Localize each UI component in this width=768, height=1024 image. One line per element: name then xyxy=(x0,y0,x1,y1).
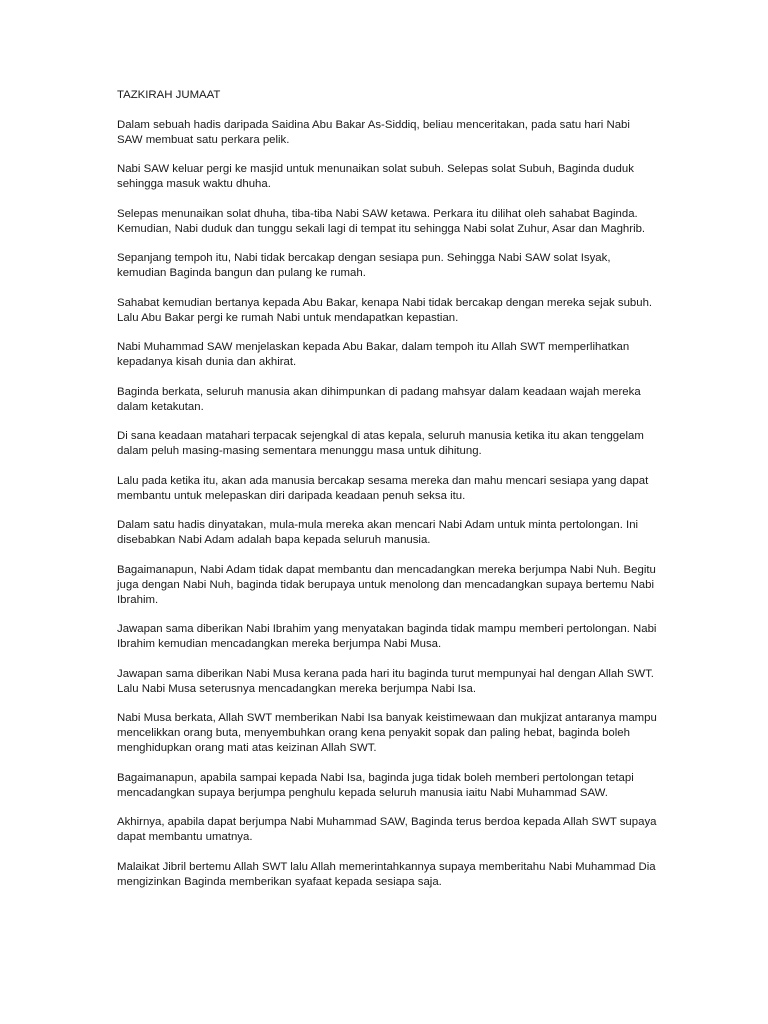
paragraph: Lalu pada ketika itu, akan ada manusia bercakap sesama mereka dan mahu mencari sesiapa yang dapat membantu untuk melepaskan diri daripada keadaan penuh seksa itu. xyxy=(117,474,649,502)
paragraph: Malaikat Jibril bertemu Allah SWT lalu Allah memerintahkannya supaya memberitahu Nabi Muhammad Dia mengizinkan Baginda memberikan syafaat kepada sesiapa saja. xyxy=(117,860,656,888)
paragraph: Bagaimanapun, apabila sampai kepada Nabi Isa, baginda juga tidak boleh memberi pertolongan tetapi mencadangkan supaya berjumpa penghulu kepada seluruh manusia iaitu Nabi Muhammad SAW. xyxy=(117,771,634,799)
paragraph: Dalam sebuah hadis daripada Saidina Abu Bakar As-Siddiq, beliau menceritakan, pada satu hari Nabi SAW membuat satu perkara pelik. xyxy=(117,118,630,146)
paragraph: Akhirnya, apabila dapat berjumpa Nabi Muhammad SAW, Baginda terus berdoa kepada Allah SWT supaya dapat membantu umatnya. xyxy=(117,816,657,843)
document-body xyxy=(117,88,657,904)
paragraph: Di sana keadaan matahari terpacak sejengkal di atas kepala, seluruh manusia ketika itu akan tenggelam dalam peluh masing-masing sementara menunggu masa untuk dihitung. xyxy=(117,430,644,457)
paragraph: Sahabat kemudian bertanya kepada Abu Bakar, kenapa Nabi tidak bercakap dengan mereka sejak subuh. Lalu Abu Bakar pergi ke rumah Nabi untuk mendapatkan kepastian. xyxy=(117,296,653,324)
paragraph: Bagaimanapun, Nabi Adam tidak dapat membantu dan mencadangkan mereka berjumpa Nabi Nuh. Begitu juga dengan Nabi Nuh, baginda tidak berupaya untuk menolong dan mencadangkan supaya bertemu Nabi Ibrahim. xyxy=(117,563,656,606)
paragraph: Jawapan sama diberikan Nabi Ibrahim yang menyatakan baginda tidak mampu memberi pertolongan. Nabi Ibrahim kemudian mencadangkan mereka berjumpa Nabi Musa. xyxy=(117,623,657,650)
paragraph: Jawapan sama diberikan Nabi Musa kerana pada hari itu baginda turut mempunyai hal dengan Allah SWT. Lalu Nabi Musa seterusnya mencadangkan mereka berjumpa Nabi Isa. xyxy=(117,667,654,695)
paragraph: Nabi Muhammad SAW menjelaskan kepada Abu Bakar, dalam tempoh itu Allah SWT memperlihatkan kepadanya kisah dunia dan akhirat. xyxy=(117,341,630,368)
paragraph: Baginda berkata, seluruh manusia akan dihimpunkan di padang mahsyar dalam keadaan wajah mereka dalam ketakutan. xyxy=(117,385,641,413)
paragraph: Nabi SAW keluar pergi ke masjid untuk menunaikan solat subuh. Selepas solat Subuh, Baginda duduk sehingga masuk waktu dhuha. xyxy=(117,163,634,190)
document-title: TAZKIRAH JUMAAT xyxy=(117,89,221,101)
paragraph: Dalam satu hadis dinyatakan, mula-mula mereka akan mencari Nabi Adam untuk minta pertolongan. Ini disebabkan Nabi Adam adalah bapa kepada seluruh manusia. xyxy=(117,519,639,546)
paragraph: Selepas menunaikan solat dhuha, tiba-tiba Nabi SAW ketawa. Perkara itu dilihat oleh sahabat Baginda. Kemudian, Nabi duduk dan tunggu sekali lagi di tempat itu sehingga Nabi solat Zuhur, Asar dan Maghrib. xyxy=(117,207,646,235)
paragraph: Sepanjang tempoh itu, Nabi tidak bercakap dengan sesiapa pun. Sehingga Nabi SAW solat Isyak, kemudian Baginda bangun dan pulang ke rumah. xyxy=(117,252,611,279)
paragraph: Nabi Musa berkata, Allah SWT memberikan Nabi Isa banyak keistimewaan dan mukjizat antaranya mampu mencelikkan orang buta, menyembuhkan orang kena penyakit sopak dan paling hebat, baginda boleh menghidupkan orang mati atas keizinan Allah SWT. xyxy=(117,712,657,754)
